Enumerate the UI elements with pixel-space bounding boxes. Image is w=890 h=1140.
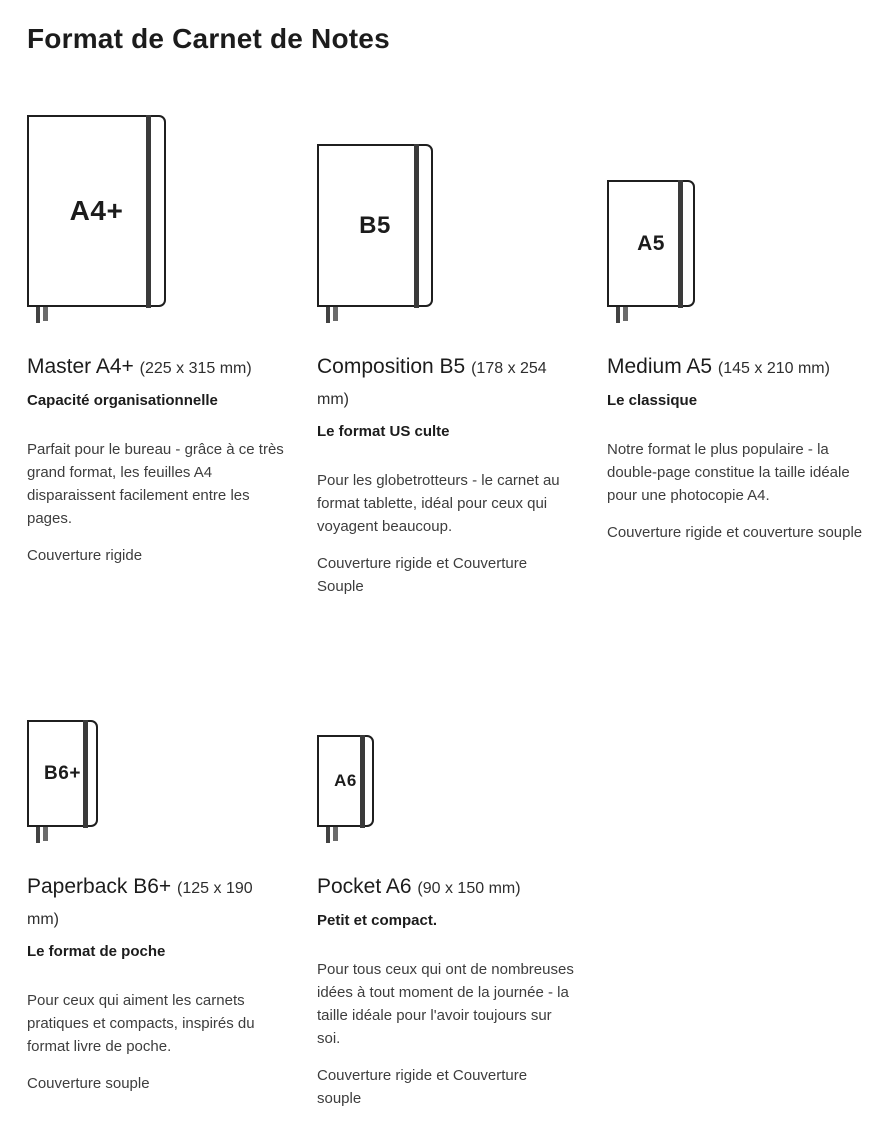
format-tagline: Capacité organisationnelle [27, 392, 218, 409]
notebook-size-label: A5 [637, 231, 665, 255]
elastic-band-icon [414, 144, 419, 308]
notebook-illustration-a6 [317, 735, 374, 827]
format-title [317, 352, 575, 414]
format-dimensions: (90 x 150 mm) [417, 880, 521, 897]
format-title [317, 872, 575, 903]
ribbon-icon [333, 827, 338, 841]
format-card-medium-a5 [607, 100, 865, 544]
format-description: Pour ceux qui aiment les carnets pratiques et compacts, inspirés du format livre de poche. [27, 992, 255, 1055]
format-card-paperback-b6plus [27, 704, 285, 1095]
format-tagline: Le format US culte [317, 423, 450, 440]
notebook-illustration-b5 [317, 144, 433, 307]
bookmark-ribbons-icon [27, 827, 98, 844]
format-card-composition-b5 [317, 100, 575, 598]
elastic-band-icon [83, 720, 88, 828]
format-name: Paperback B6+ [27, 875, 172, 898]
format-name: Composition B5 [317, 355, 466, 378]
page-title: Format de Carnet de Notes [27, 23, 390, 54]
ribbon-icon [326, 307, 330, 323]
format-tagline: Le classique [607, 392, 698, 409]
format-covers: Couverture souple [27, 1075, 150, 1092]
notebook-illustration-b6plus [27, 720, 98, 827]
bookmark-ribbons-icon [317, 307, 433, 324]
format-covers: Couverture rigide et Couverture Souple [317, 555, 528, 595]
formats-grid [27, 100, 865, 1110]
format-card-master-a4plus [27, 100, 285, 567]
notebook-unit [317, 735, 374, 844]
notebook-size-label: A6 [334, 771, 357, 790]
format-covers: Couverture rigide et couverture souple [607, 524, 863, 541]
notebook-figure [27, 704, 285, 844]
notebook-illustration-a5 [607, 180, 695, 307]
notebook-illustration-a4plus [27, 115, 166, 307]
ribbon-icon [616, 307, 620, 323]
format-covers: Couverture rigide et Couverture souple [317, 1067, 528, 1107]
notebook-size-label: B5 [359, 211, 391, 239]
format-description: Notre format le plus populaire - la double-page constitue la taille idéale pour une photocopie A4. [607, 441, 850, 504]
elastic-band-icon [678, 180, 683, 308]
ribbon-icon [333, 307, 338, 321]
format-description: Parfait pour le bureau - grâce à ce très grand format, les feuilles A4 disparaissent facilement entre les pages. [27, 441, 284, 527]
bookmark-ribbons-icon [27, 307, 166, 324]
format-dimensions: (178 x 254 mm) [317, 360, 547, 408]
notebook-unit [607, 180, 695, 324]
format-dimensions: (125 x 190 mm) [27, 880, 253, 928]
notebook-unit [27, 115, 166, 324]
elastic-band-icon [360, 735, 365, 828]
ribbon-icon [36, 307, 40, 323]
ribbon-icon [623, 307, 628, 321]
notebook-unit [27, 720, 98, 844]
notebook-figure [27, 100, 285, 324]
format-tagline: Le format de poche [27, 943, 166, 960]
ribbon-icon [43, 827, 48, 841]
format-name: Pocket A6 [317, 875, 412, 898]
format-title [27, 872, 285, 934]
notebook-size-label: B6+ [44, 762, 81, 784]
bookmark-ribbons-icon [607, 307, 695, 324]
notebook-figure [317, 100, 575, 324]
format-title [27, 352, 285, 383]
ribbon-icon [326, 827, 330, 843]
format-covers: Couverture rigide [27, 547, 143, 564]
format-dimensions: (225 x 315 mm) [139, 360, 252, 377]
ribbon-icon [43, 307, 48, 321]
format-description: Pour tous ceux qui ont de nombreuses idées à tout moment de la journée - la taille idéale pour l'avoir toujours sur soi. [317, 961, 574, 1047]
format-name: Medium A5 [607, 355, 713, 378]
notebook-size-label: A4+ [69, 195, 124, 226]
format-tagline: Petit et compact. [317, 912, 438, 929]
bookmark-ribbons-icon [317, 827, 374, 844]
elastic-band-icon [146, 115, 151, 308]
format-name: Master A4+ [27, 355, 134, 378]
format-card-pocket-a6 [317, 704, 575, 1110]
notebook-figure [607, 100, 865, 324]
format-title [607, 352, 865, 383]
notebook-unit [317, 144, 433, 324]
format-dimensions: (145 x 210 mm) [717, 360, 830, 377]
format-description: Pour les globetrotteurs - le carnet au format tablette, idéal pour ceux qui voyagent beaucoup. [317, 472, 560, 535]
notebook-figure [317, 704, 575, 844]
ribbon-icon [36, 827, 40, 843]
